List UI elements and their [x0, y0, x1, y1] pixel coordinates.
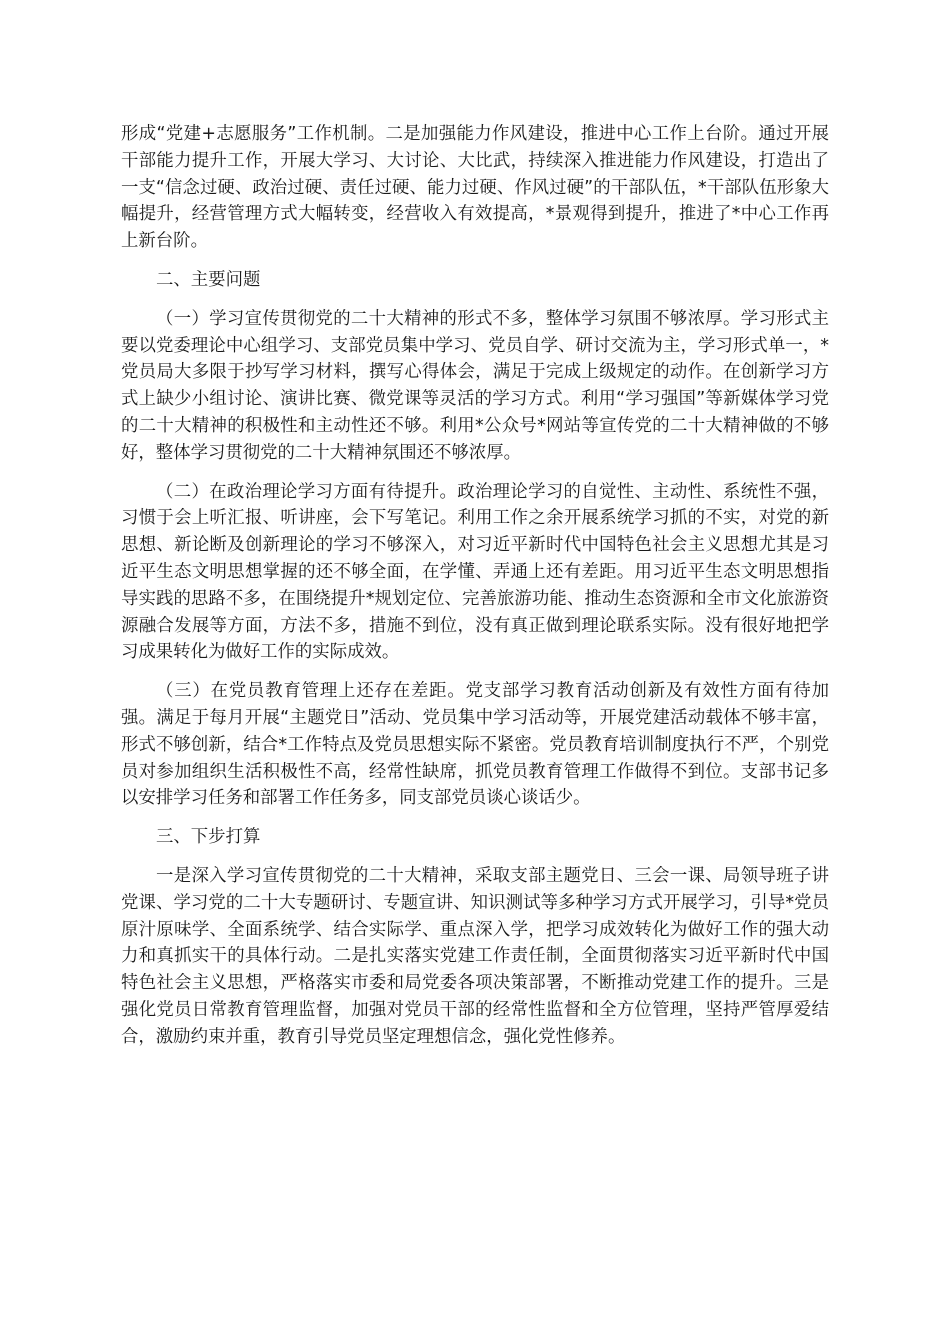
problem-item-3: （三）在党员教育管理上还存在差距。党支部学习教育活动创新及有效性方面有待加强。满足于每月开展“主题党日”活动、党员集中学习活动等，开展党建活动载体不够丰富，形式不够创新，结合*工作特点及党员思想实际不紧密。党员教育培训制度执行不严，个别党员对参加组织生活积极性不高，经常性缺席，抓党员教育管理工作做得不到位。支部书记多以安排学习任务和部署工作任务多，同支部党员谈心谈话少。: [121, 681, 829, 809]
problem-item-1: （一）学习宣传贯彻党的二十大精神的形式不多，整体学习氛围不够浓厚。学习形式主要以党委理论中心组学习、支部党员集中学习、党员自学、研讨交流为主，学习形式单一，*党员局大多限于抄写学习材料，撰写心得体会，满足于完成上级规定的动作。在创新学习方式上缺少小组讨论、演讲比赛、微党课等灵活的学习方式。利用“学习强国”等新媒体学习党的二十大精神的积极性和主动性还不够。利用*公众号*网站等宣传党的二十大精神做的不够好，整体学习贯彻党的二十大精神氛围还不够浓厚。: [121, 308, 829, 463]
section-heading-next-steps: 三、下步打算: [156, 827, 261, 848]
document-page: [121, 121, 829, 1063]
section-heading-main-problems: 二、主要问题: [156, 269, 261, 290]
problem-item-2: （二）在政治理论学习方面有待提升。政治理论学习的自觉性、主动性、系统性不强，习惯于会上听汇报、听讲座，会下写笔记。利用工作之余开展系统学习抓的不实，对党的新思想、新论断及创新理论的学习不够深入，对习近平新时代中国特色社会主义思想尤其是习近平生态文明思想掌握的还不够全面，在学懂、弄通上还有差距。用习近平生态文明思想指导实践的思路不多，在围绕提升*规划定位、完善旅游功能、推动生态资源和全市文化旅游资源融合发展等方面，方法不多，措施不到位，没有真正做到理论联系实际。没有很好地把学习成果转化为做好工作的实际成效。: [121, 481, 829, 663]
next-steps-paragraph: 一是深入学习宣传贯彻党的二十大精神，采取支部主题党日、三会一课、局领导班子讲党课、学习党的二十大专题研讨、专题宣讲、知识测试等多种学习方式开展学习，引导*党员原汁原味学、全面系统学、结合实际学、重点深入学，把学习成效转化为做好工作的强大动力和真抓实干的具体行动。二是扎实落实党建工作责任制，全面贯彻落实习近平新时代中国特色社会主义思想，严格落实市委和局党委各项决策部署，不断推动党建工作的提升。三是强化党员日常教育管理监督，加强对党员干部的经常性监督和全方位管理，坚持严管厚爱结合，激励约束并重，教育引导党员坚定理想信念，强化党性修养。: [121, 865, 829, 1047]
paragraph-continuation: 形成“党建+志愿服务”工作机制。二是加强能力作风建设，推进中心工作上台阶。通过开展干部能力提升工作，开展大学习、大讨论、大比武，持续深入推进能力作风建设，打造出了一支“信念过硬、政治过硬、责任过硬、能力过硬、作风过硬”的干部队伍，*干部队伍形象大幅提升，经营管理方式大幅转变，经营收入有效提高，*景观得到提升，推进了*中心工作再上新台阶。: [121, 124, 829, 252]
